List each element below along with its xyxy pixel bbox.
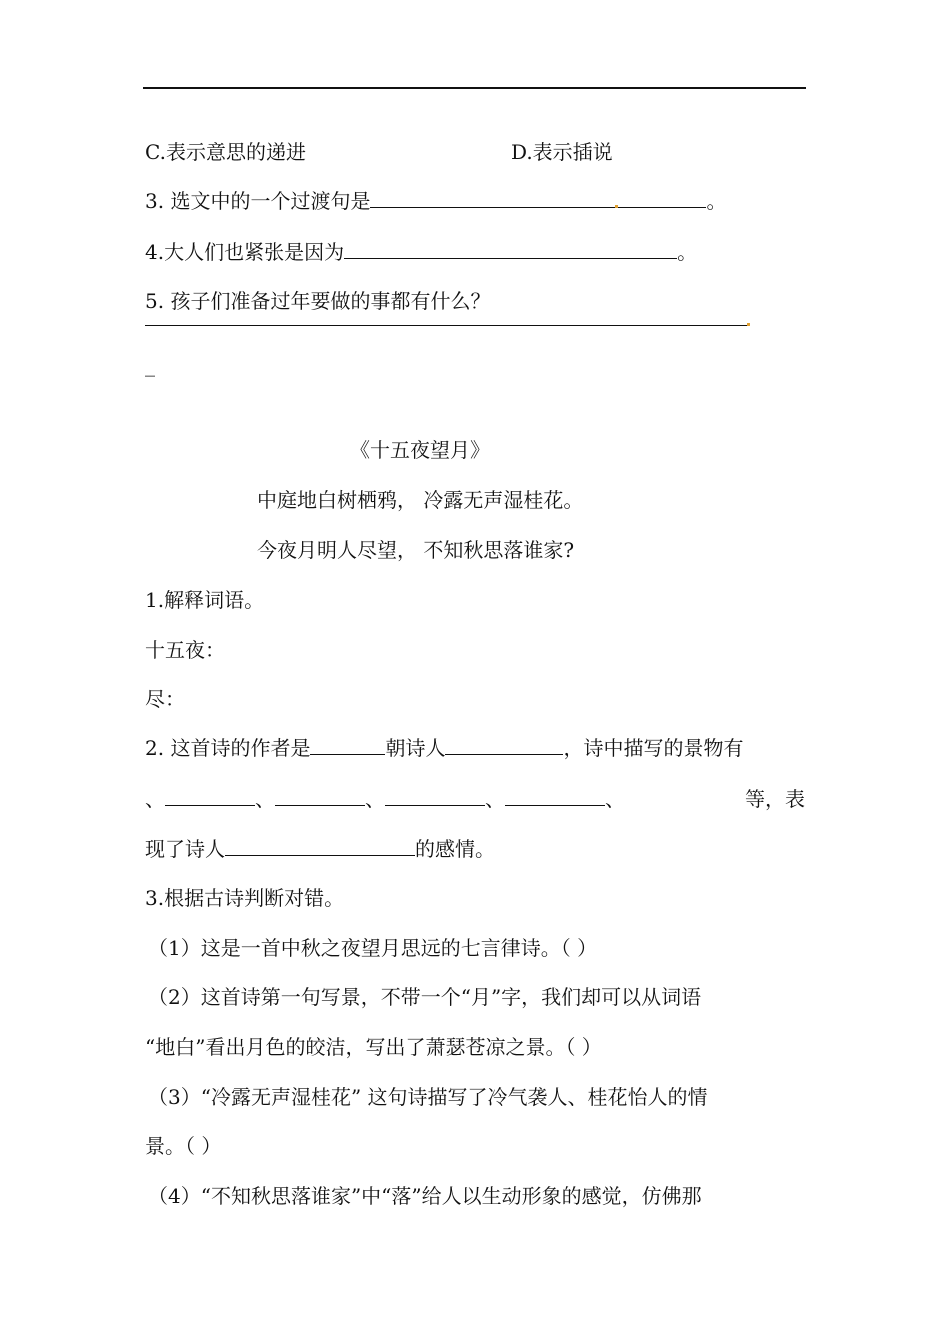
term-jin: 尽： bbox=[145, 687, 185, 711]
judge-item-1: （1）这是一首中秋之夜望月思远的七言律诗。（ ） bbox=[148, 936, 598, 960]
part-2-line-2 bbox=[145, 786, 625, 812]
scenery-blank[interactable] bbox=[275, 787, 365, 806]
judge-item-2-a: （2）这首诗第一句写景，不带一个“月”字，我们却可以从词语 bbox=[148, 985, 702, 1009]
part-2-c: ，诗中描写的景物有 bbox=[563, 736, 744, 760]
judge-item-3-b: 景。（ ） bbox=[145, 1134, 222, 1158]
separator: 、 bbox=[365, 787, 385, 811]
option-d: D.表示插说 bbox=[511, 140, 613, 164]
judge-item-4-a: （4）“不知秋思落谁家”中“落”给人以生动形象的感觉，仿佛那 bbox=[148, 1184, 702, 1208]
part-1-heading: 1.解释词语。 bbox=[145, 588, 265, 612]
poem-line-2: 今夜月明人尽望， 不知秋思落谁家? bbox=[257, 538, 575, 562]
part-2-line3-suffix: 的感情。 bbox=[415, 837, 495, 861]
question-4-prefix: 4.大人们也紧张是因为 bbox=[145, 240, 345, 264]
scenery-blank[interactable] bbox=[165, 787, 255, 806]
question-5: 5. 孩子们准备过年要做的事都有什么？ bbox=[145, 289, 491, 313]
question-3-suffix: 。 bbox=[706, 189, 727, 213]
part-2-line-3 bbox=[145, 836, 495, 862]
judge-item-2-b: “地白”看出月色的皎洁，写出了萧瑟苍凉之景。（ ） bbox=[145, 1035, 602, 1059]
term-shiwuye: 十五夜： bbox=[145, 638, 225, 662]
answer-blank[interactable] bbox=[344, 240, 677, 259]
answer-blank[interactable] bbox=[618, 189, 706, 208]
separator: 、 bbox=[145, 787, 165, 811]
part-2-tail: 等，表 bbox=[745, 787, 805, 811]
poem-line-1: 中庭地白树栖鸦， 冷露无声湿桂花。 bbox=[257, 488, 584, 512]
emotion-blank[interactable] bbox=[225, 837, 415, 856]
judge-item-3-a: （3）“冷露无声湿桂花” 这句诗描写了冷气袭人、桂花怡人的情 bbox=[148, 1085, 708, 1109]
question-4 bbox=[145, 239, 697, 265]
dynasty-blank[interactable] bbox=[310, 736, 385, 755]
mark-dot bbox=[747, 323, 750, 326]
separator: 、 bbox=[485, 787, 505, 811]
part-2-line3-prefix: 现了诗人 bbox=[145, 837, 225, 861]
scenery-blank[interactable] bbox=[505, 787, 605, 806]
option-c: C.表示意思的递进 bbox=[145, 140, 306, 164]
separator: 、 bbox=[605, 787, 625, 811]
question-3 bbox=[145, 188, 726, 214]
part-2-b: 朝诗人 bbox=[385, 736, 446, 760]
poem-title: 《十五夜望月》 bbox=[350, 438, 490, 462]
part-2-line-1 bbox=[145, 735, 743, 761]
stray-mark: _ bbox=[145, 353, 155, 377]
scenery-blank[interactable] bbox=[385, 787, 485, 806]
question-3-prefix: 3. 选文中的一个过渡句是 bbox=[145, 189, 371, 213]
question-4-suffix: 。 bbox=[677, 240, 698, 264]
separator: 、 bbox=[255, 787, 275, 811]
part-3-heading: 3.根据古诗判断对错。 bbox=[145, 886, 345, 910]
poet-blank[interactable] bbox=[445, 736, 563, 755]
answer-line[interactable] bbox=[145, 325, 748, 326]
answer-blank[interactable] bbox=[370, 189, 615, 208]
part-2-a: 2. 这首诗的作者是 bbox=[145, 736, 311, 760]
header-rule bbox=[143, 87, 806, 89]
